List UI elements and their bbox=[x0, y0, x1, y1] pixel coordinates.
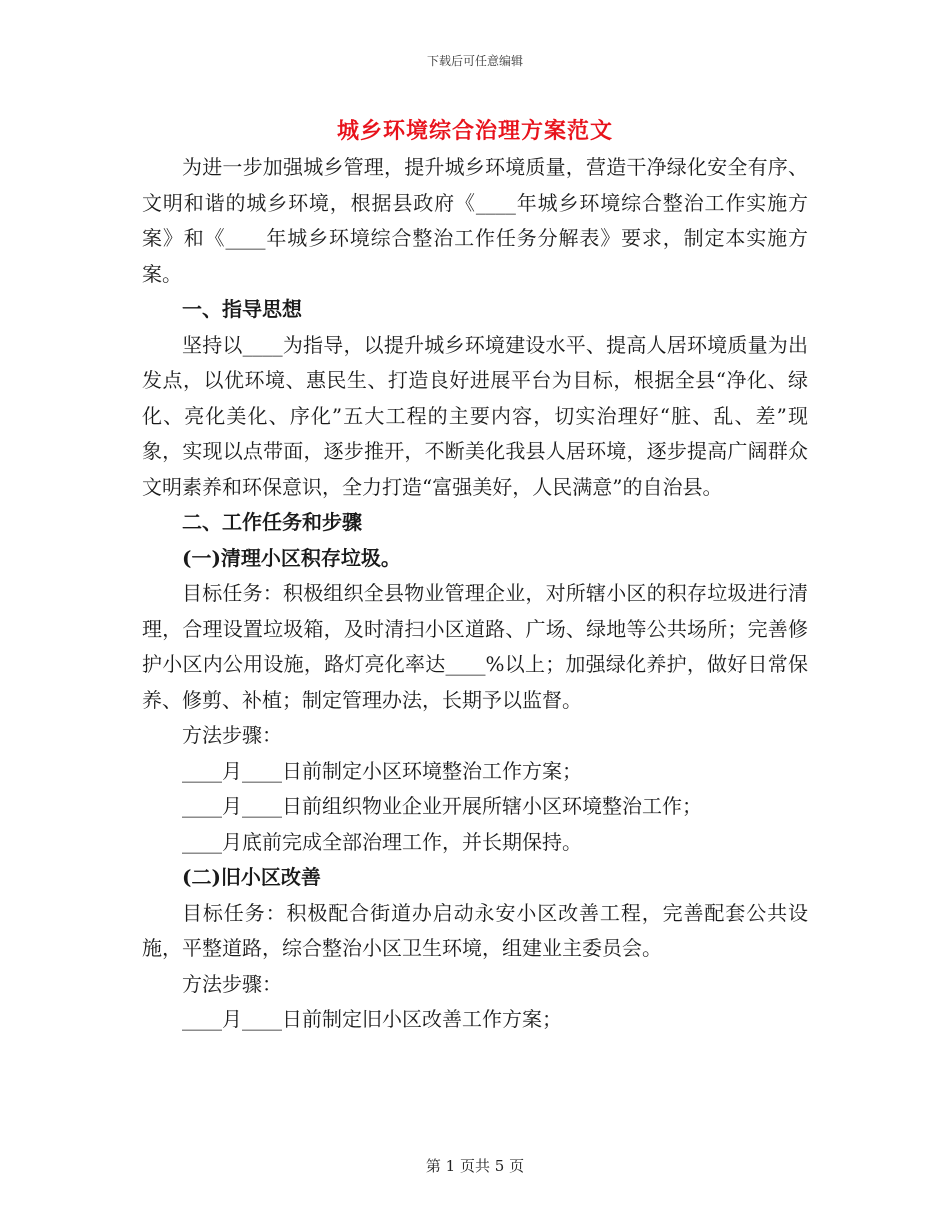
method-steps-label: 方法步骤： bbox=[182, 971, 282, 996]
header-note: 下载后可任意编辑 bbox=[426, 54, 523, 68]
garbage-target-paragraph: 目标任务：积极组织全县物业管理企业，对所辖小区的积存垃圾进行清理，合理设置垃圾箱，及时清扫小区道路、广场、绿地等公共场所；完善修护小区内公用设施，路灯亮化率达____%以上；加强绿化养护，做好日常保养、修剪、补植；制定管理办法，长期予以监督。 bbox=[142, 581, 808, 712]
section-heading-tasks: 二、工作任务和步骤 bbox=[182, 510, 362, 534]
guiding-ideology-paragraph: 坚持以____为指导，以提升城乡环境建设水平、提高人居环境质量为出发点，以优环境、惠民生、打造良好进展平台为目标，根据全县“净化、绿化、亮化美化、序化”五大工程的主要内容，切实治理好“脏、乱、差”现象，实现以点带面，逐步推开，不断美化我县人居环境，逐步提高广阔群众文明素养和环保意识，全力打造“富强美好，人民满意”的自治县。 bbox=[142, 332, 808, 499]
old-community-target-paragraph: 目标任务：积极配合街道办启动永安小区改善工程，完善配套公共设施，平整道路，综合整治小区卫生环境，组建业主委员会。 bbox=[142, 900, 808, 960]
document-title: 城乡环境综合治理方案范文 bbox=[336, 118, 613, 144]
step-item: ____月____日前组织物业企业开展所辖小区环境整治工作； bbox=[182, 794, 702, 818]
step-item: ____月____日前制定小区环境整治工作方案； bbox=[182, 758, 582, 783]
document-body bbox=[142, 150, 808, 1038]
page-footer: 第 1 页共 5 页 bbox=[425, 1157, 525, 1175]
step-item: ____月底前完成全部治理工作，并长期保持。 bbox=[182, 829, 582, 854]
step-item: ____月____日前制定旧小区改善工作方案； bbox=[182, 1007, 562, 1031]
subsection-heading-old-community: (二)旧小区改善 bbox=[182, 865, 321, 889]
subsection-heading-garbage: (一)清理小区积存垃圾。 bbox=[182, 545, 401, 570]
section-heading-guiding-ideology: 一、指导思想 bbox=[182, 297, 302, 321]
intro-paragraph: 为进一步加强城乡管理，提升城乡环境质量，营造干净绿化安全有序、文明和谐的城乡环境，根据县政府《____年城乡环境综合整治工作实施方案》和《____年城乡环境综合整治工作任务分解表》要求，制定本实施方案。 bbox=[142, 155, 808, 286]
method-steps-label: 方法步骤： bbox=[182, 723, 282, 747]
